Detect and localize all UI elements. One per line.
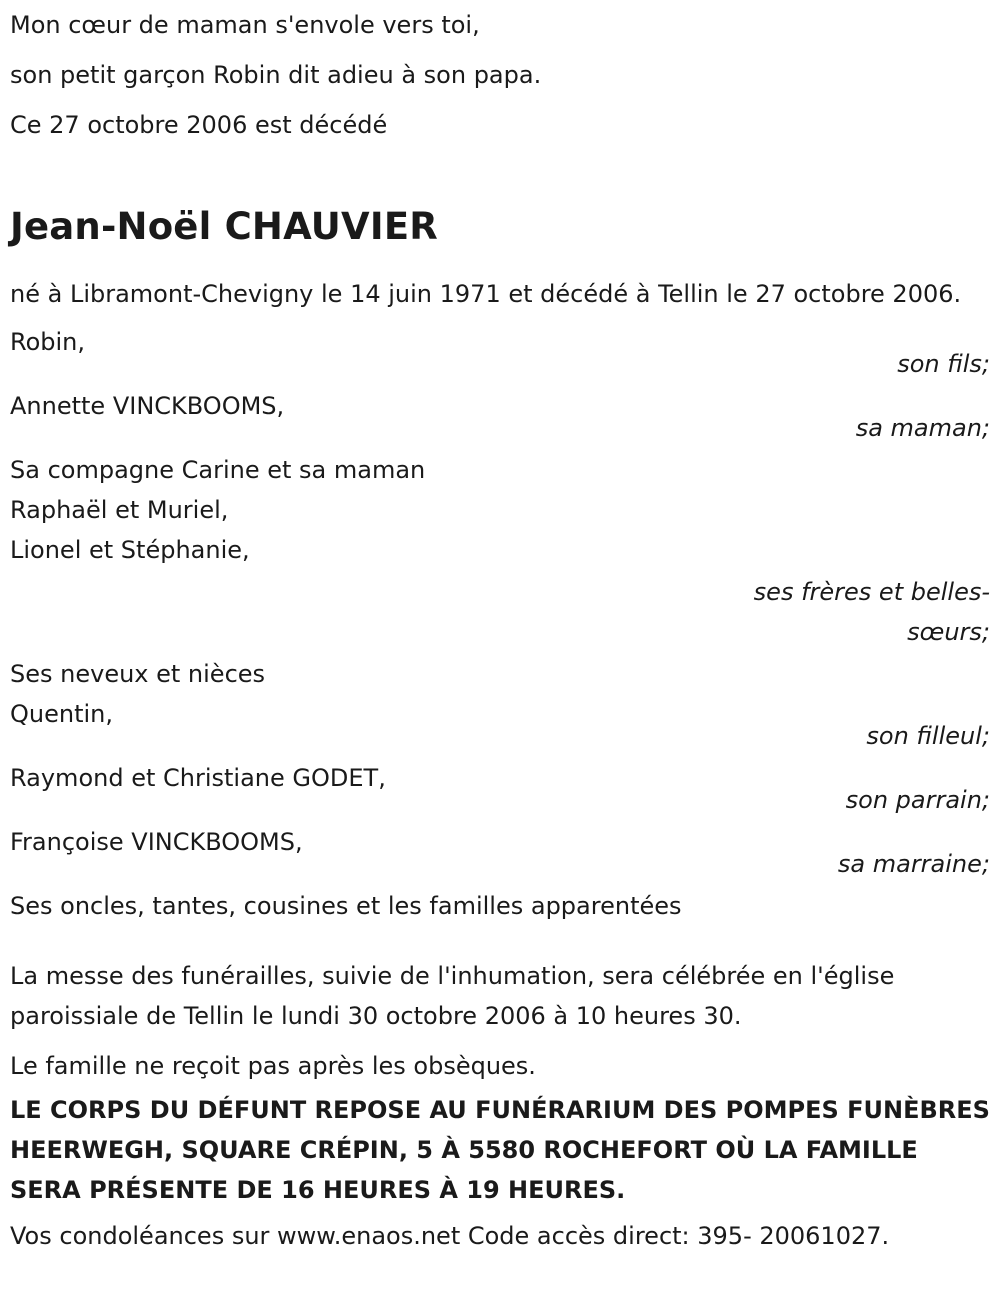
family-entry bbox=[10, 386, 990, 448]
reception-info: Le famille ne reçoit pas après les obsèques. bbox=[10, 1052, 536, 1080]
ceremony-info: La messe des funérailles, suivie de l'inhumation, sera célébrée en l'église paroissiale de Tellin le lundi 30 octobre 2006 à 10 heures 30. bbox=[10, 962, 895, 1030]
family-member: Raymond et Christiane GODET, bbox=[10, 764, 386, 792]
family-entry bbox=[10, 450, 990, 652]
family-relation: son parrain; bbox=[845, 786, 990, 814]
family-member: Françoise VINCKBOOMS, bbox=[10, 828, 303, 856]
birth-death-line: né à Libramont-Chevigny le 14 juin 1971 et décédé à Tellin le 27 octobre 2006. bbox=[10, 280, 962, 308]
family-member: Robin, bbox=[10, 328, 86, 356]
family-member: Raphaël et Muriel, bbox=[10, 496, 229, 524]
family-entry bbox=[10, 886, 990, 926]
intro-line-2: son petit garçon Robin dit adieu à son papa. bbox=[10, 61, 542, 89]
funerarium-info: LE CORPS DU DÉFUNT REPOSE AU FUNÉRARIUM DES POMPES FUNÈBRES HEERWEGH, SQUARE CRÉPIN, 5 À 5580 ROCHEFORT OÙ LA FAMILLE SERA PRÉSENTE DE 16 HEURES À 19 HEURES. bbox=[10, 1096, 990, 1204]
family-member: Quentin, bbox=[10, 700, 113, 728]
family-member: Sa compagne Carine et sa maman bbox=[10, 456, 426, 484]
family-entry bbox=[10, 322, 990, 384]
family-relation: son fils; bbox=[897, 350, 990, 378]
deceased-name: Jean-Noël CHAUVIER bbox=[10, 205, 438, 248]
family-relation: son filleul; bbox=[866, 722, 990, 750]
family-member: Ses oncles, tantes, cousines et les familles apparentées bbox=[10, 892, 682, 920]
intro-line-1: Mon cœur de maman s'envole vers toi, bbox=[10, 11, 480, 39]
family-member: Ses neveux et nièces bbox=[10, 660, 266, 688]
family-entry bbox=[10, 654, 990, 756]
family-entry bbox=[10, 758, 990, 820]
condolences-info: Vos condoléances sur www.enaos.net Code accès direct: 395- 20061027. bbox=[10, 1222, 890, 1250]
family-relation: sa maman; bbox=[855, 414, 990, 442]
family-member: Lionel et Stéphanie, bbox=[10, 536, 250, 564]
family-member: Annette VINCKBOOMS, bbox=[10, 392, 285, 420]
obituary-notice bbox=[10, 5, 990, 1256]
family-relation: ses frères et belles-sœurs; bbox=[753, 578, 990, 646]
family-relation: sa marraine; bbox=[837, 850, 990, 878]
intro-line-3: Ce 27 octobre 2006 est décédé bbox=[10, 111, 388, 139]
family-entry bbox=[10, 822, 990, 884]
